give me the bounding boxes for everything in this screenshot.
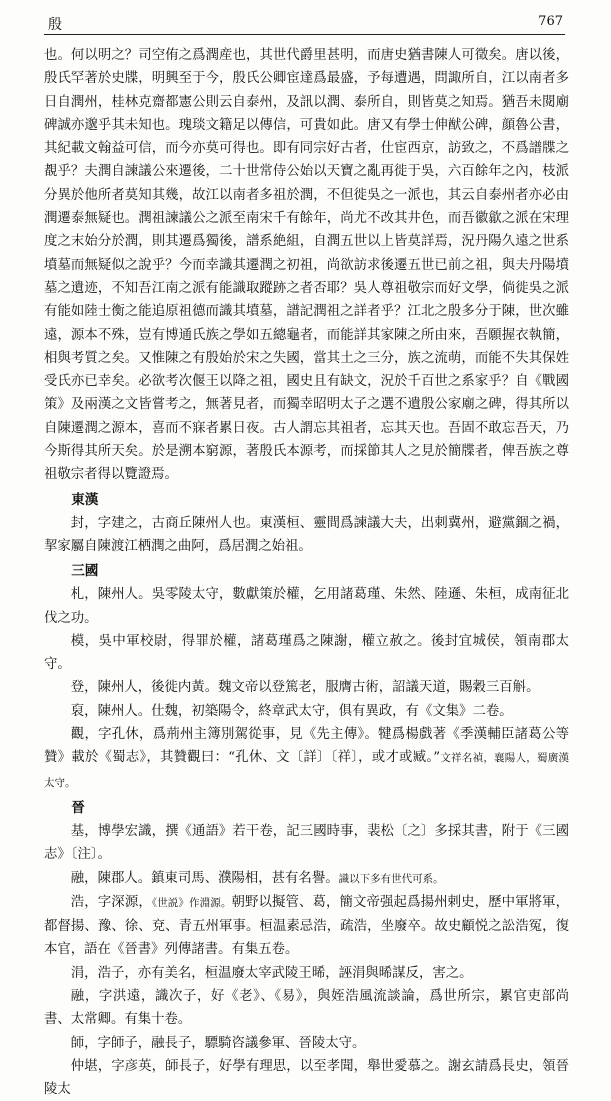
- entry-shi: [44, 867, 569, 891]
- entry-shizi: 師，字師子，融長子，驃騎咨議參軍、晉陵太守。: [70, 1035, 366, 1051]
- page-number: 767: [538, 14, 563, 29]
- entry-hao-text2: 朝野以擬管、葛，簡文帝强起爲揚州剌史，歷中軍將軍，都督揚、豫、徐、兗、青五州軍事。桓温素忌浩，疏浩，坐廢卒。故史顧悦之訟浩冤，復本官，語在《晉書》列傳諸書。有集五卷。: [44, 894, 570, 958]
- entry-hao-note: 《世説》作淵源。: [151, 896, 232, 909]
- entry-hao-text: 浩，字深源，: [70, 894, 152, 910]
- entry-pou: 裒，陳州人。仕魏，初築陽令，終章武太守，俱有異政，有《文集》二卷。: [70, 703, 513, 719]
- running-head: 殷: [48, 17, 62, 33]
- entry-shi-note: 識以下多有世代可系。: [338, 872, 444, 885]
- entry-mo: 模，吳中軍校尉，得罪於權，諸葛瑾爲之陳謝，權立赦之。後封宜城侯，領南郡太守。: [44, 633, 569, 673]
- entry-shi-text: 融，陳郡人。鎮東司馬、濮陽相，甚有名譽。: [70, 870, 339, 886]
- entry-zha: 札，陳州人。吳零陵太守，數獻策於權，乞用諸葛瑾、朱然、陸遜、朱桓，成南征北伐之功。: [44, 587, 569, 626]
- entry-rong: 融，字洪遠，識次子，好《老》、《易》，與姪浩風流談論，爲世所宗，累官吏部尚書、太常卿。有集十卷。: [44, 988, 569, 1028]
- entry-juan: 涓，浩子，亦有美名，桓温廢太宰武陵王晞，誣涓與晞謀反，害之。: [70, 965, 473, 981]
- intro-paragraph: 也。何以明之？司空侑之爲潤産也，其世代爵里甚明，而唐史猶書陳人可徵矣。唐以後，殷氏罕著於史牒，明興至于今，殷氏公卿宦達爲最盛，予每遭遇，問諏所自，江以南者多日自潤州，桂林克齋都憲公則云自泰州，及訊以潤、泰所自，則皆莫之知焉。猶吾未閱廟碑誠亦邈乎其未知也。瑰琰文籍足以傳信，可貴如此。唐又有學士伸猷公碑，顔魯公書，其紀載文翰益可信，而今亦莫可得也。即有同宗好古者，仕宦西京，訪致之，不爲譜牒之覩乎？夫潤自諫議公來遷後，二十世常侍公始以天寶之亂再徙于吳，六百餘年之內，枝派分異於他所者莫知其幾，故江以南者多祖於潤，不但徙吳之一派也，其云自泰州者亦必由潤遷泰無疑也。潤祖諫議公之派至南宋千有餘年，尚尤不改其井色，而吾徽歙之派在宋理度之末始分於潤，則其遷爲獨後，譜系絶組，自潤五世以上皆莫詳焉，況丹陽久遠之世系墳墓而無疑似之說乎？今而幸識其遷潤之初祖，尚欲訪求後遷五世已前之祖，與夫丹陽墳墓之遺迹，不知吾江南之派有能識取蹤跡之者否耶？吳人尊祖敬宗而好文學，倘徙吳之派有能如陸士衡之能追原祖德而識其墳墓，譜記潤祖之詳者乎？江北之殷多分于陳，世次雖遠，源本不殊，豈有博通氏族之學如五總龜者，而能詳其家陳之所由來，吾願握衣執簡，相與考質之矣。又惟陳之有殷始於宋之失國，當其土之三分，族之流萌，而能不失其保姓受氏亦已幸矣。必欲考次偃王以降之祖，國史且有缺文，況於千百世之系家乎？自《戰國策》及兩漢之文皆嘗考之，無著見者，而獨幸昭明太子之選不遺殷公家廟之碑，得其所以自陳遷潤之源本，喜而不寐者累日夜。古人謂忘其祖者，忘其天也。吾固不敢忘吾天，乃今斯得其所天矣。於是溯本窮源，著殷氏本源考，而採節其人之見於簡牒者，俾吾族之尊祖敬宗者得以覽證焉。: [44, 48, 569, 483]
- entry-zhongkan: 仲堪，字彦英，師長子，好學有理思，以至孝聞，舉世愛慕之。謝玄請爲長史，領晉陵太: [44, 1058, 569, 1098]
- entry-guan-note: 文祥名禎，襄陽人，蜀廣漢太守。: [44, 752, 570, 789]
- entry-hao: [44, 891, 569, 962]
- entry-guan-text: 觀，字孔休，爲荊州主簿別駕從事，見《先主傳》。犍爲楊戲著《季漢輔臣諸葛公等贊》載於《蜀志》，其贊觀曰：“孔休、文〔詳〕〔祥〕，或才或臧。”: [44, 727, 569, 766]
- section-heading-jin: 晉: [71, 799, 85, 816]
- entry-feng: 封，字建之，古商丘陳州人也。東漢桓、靈間爲諫議大夫，出刺冀州，避黨錮之禍，挈家屬自陳渡江栖潤之曲阿，爲居潤之始祖。: [44, 515, 569, 554]
- entry-ji: 基，博學宏識，撰《通語》若干卷，記三國時事，裴松〔之〕多採其書，附于《三國志》〔注〕。: [44, 823, 569, 863]
- entry-guan: [44, 723, 569, 795]
- page-header: [48, 14, 563, 36]
- section-heading-eastern-han: 東漢: [71, 491, 99, 508]
- entry-deng: 登，陳州人，後徙内黃。魏文帝以登篤老，服膺古術，詔議天道，賜穀三百斛。: [70, 680, 540, 696]
- page-body: [44, 44, 569, 1101]
- section-heading-three-kingdoms: 三國: [71, 563, 99, 580]
- header-rule: [44, 34, 565, 35]
